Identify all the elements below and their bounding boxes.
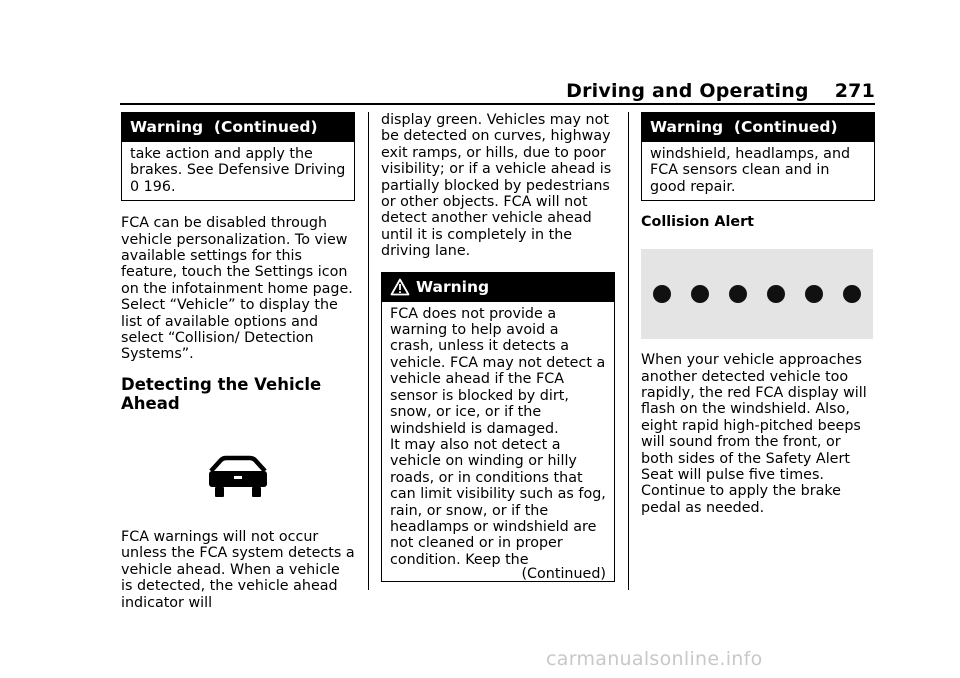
warning-header [642, 113, 874, 142]
vehicle-ahead-icon [207, 455, 269, 499]
paragraph: display green. Vehicles may not be detected on curves, highway exit ramps, or hills, due to poor visibility; or if a vehicle ahead is partially blocked by pedestrians or other objects. FCA will not detect another vehicle ahead until it is completely in the driving lane. [381, 112, 612, 260]
alert-light-dot [767, 285, 785, 303]
column-divider [368, 112, 369, 590]
warning-text: It may also not detect a vehicle on winding or hilly roads, or in conditions that can limit visibility such as fog, rain, or snow, or if the headlamps or windshield are not cleaned or in proper condition. Keep the [390, 436, 606, 568]
warning-text: FCA does not provide a warning to help avoid a crash, unless it detects a vehicle. FCA may not detect a vehicle ahead if the FCA sensor is blocked by dirt, snow, or ice, or if the windshield is damaged. [390, 305, 606, 437]
warning-title: Warning (Continued) [650, 118, 838, 136]
warning-body [122, 142, 354, 200]
alert-light-dot [843, 285, 861, 303]
watermark: carmanualsonline.info [546, 648, 763, 670]
warning-title: Warning [416, 277, 490, 296]
warning-body: windshield, headlamps, and FCA sensors clean and in good repair. [650, 146, 851, 195]
alert-light-dot [729, 285, 747, 303]
alert-light-dot [653, 285, 671, 303]
warning-header [382, 273, 614, 302]
continued-label: (Continued) [521, 566, 606, 583]
warning-box [381, 272, 615, 583]
warning-triangle-icon [390, 278, 410, 296]
column-3 [641, 112, 875, 516]
column-2 [381, 112, 615, 582]
paragraph: FCA can be disabled through vehicle personalization. To view available settings for this feature, touch the Settings icon on the infotainment home page. Select “Vehicle” to display the list of available options and select “Collision/ Detection Systems”. [121, 215, 353, 363]
column-divider [628, 112, 629, 590]
warning-text: take action and apply the brakes. See Defensive Driving [130, 146, 346, 179]
warning-body [382, 302, 614, 582]
paragraph: FCA warnings will not occur unless the FCA system detects a vehicle ahead. When a vehicle is detected, the vehicle ahead indicator will [121, 528, 355, 611]
section-heading: Collision Alert [641, 214, 754, 231]
warning-title: Warning (Continued) [130, 118, 318, 136]
page-ref-link[interactable]: 196. [143, 178, 176, 195]
section-title: Driving and Operating [566, 80, 809, 102]
warning-header [122, 113, 354, 142]
page-ref-icon: 0 [130, 178, 140, 195]
collision-alert-display [641, 249, 873, 339]
paragraph: When your vehicle approaches another detected vehicle too rapidly, the red FCA display will flash on the windshield. Also, eight rapid high-pitched beeps will sound from the front, or both sides of the Safety Alert Seat will pulse five times. Continue to apply the brake pedal as needed. [641, 352, 867, 516]
column-1 [121, 112, 355, 611]
page-number: 271 [834, 80, 875, 102]
section-heading: Detecting the Vehicle Ahead [121, 374, 322, 413]
page-header [520, 80, 875, 102]
alert-light-dot [805, 285, 823, 303]
warning-box-continued [641, 112, 875, 201]
warning-box-continued [121, 112, 355, 201]
alert-light-dot [691, 285, 709, 303]
header-rule [120, 103, 875, 105]
